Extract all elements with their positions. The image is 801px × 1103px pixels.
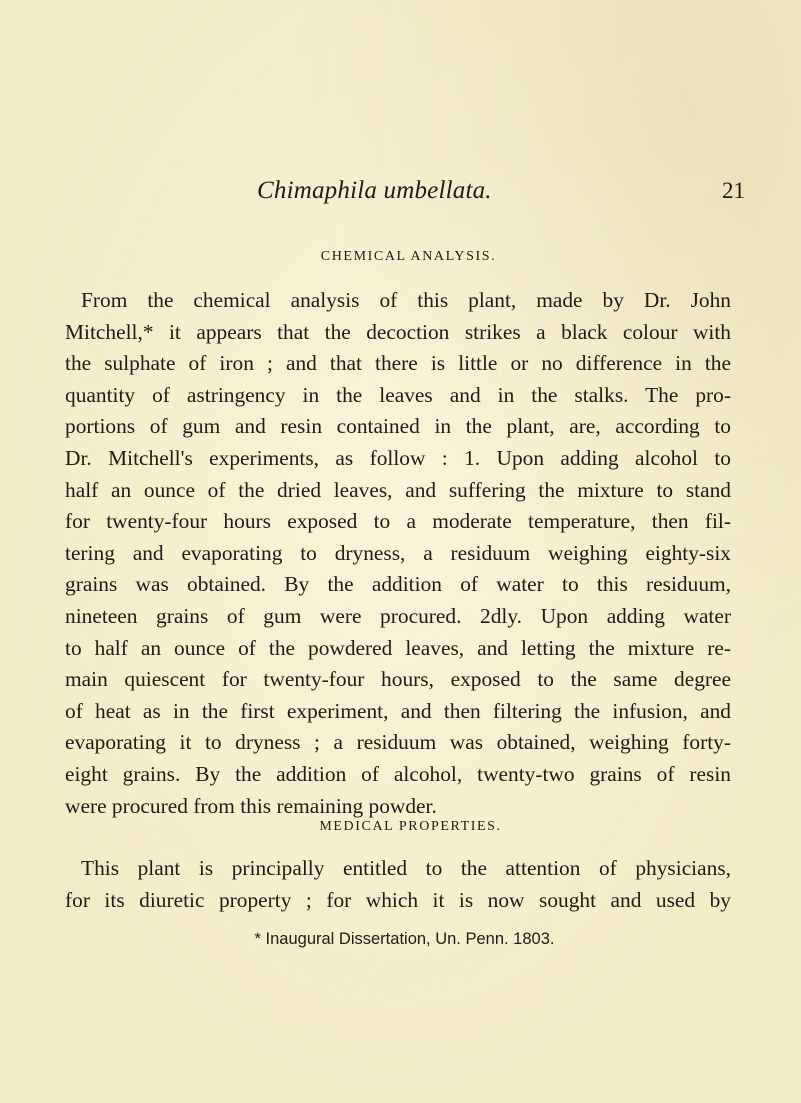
running-head bbox=[0, 176, 801, 206]
medical-properties-paragraph bbox=[65, 853, 731, 916]
text-line: of heat as in the first experiment, and then filtering the infusion, and bbox=[65, 698, 731, 723]
text-line: for twenty-four hours exposed to a moderate temperature, then fil- bbox=[65, 509, 731, 534]
text-line: This plant is principally entitled to the attention of physicians, bbox=[81, 856, 731, 880]
text-line: nineteen grains of gum were procured. 2dly. Upon adding water bbox=[65, 603, 731, 628]
text-line: From the chemical analysis of this plant, made by Dr. John bbox=[81, 288, 731, 312]
text-line: for its diuretic property ; for which it is now sought and used by bbox=[65, 887, 731, 912]
text-line: the sulphate of iron ; and that there is little or no difference in the bbox=[65, 351, 731, 376]
text-line: grains was obtained. By the addition of water to this residuum, bbox=[65, 572, 731, 597]
text-line: evaporating it to dryness ; a residuum was obtained, weighing forty- bbox=[65, 730, 731, 755]
footnote: * Inaugural Dissertation, Un. Penn. 1803. bbox=[254, 930, 555, 948]
text-line: quantity of astringency in the leaves and in the stalks. The pro- bbox=[65, 382, 731, 407]
section-heading-chemical-analysis: CHEMICAL ANALYSIS. bbox=[320, 249, 497, 264]
section-heading-medical-properties: MEDICAL PROPERTIES. bbox=[319, 819, 502, 834]
text-line: Dr. Mitchell's experiments, as follow : 1. Upon adding alcohol to bbox=[65, 445, 731, 470]
text-line: tering and evaporating to dryness, a residuum weighing eighty-six bbox=[65, 540, 731, 565]
text-line: Mitchell,* it appears that the decoction strikes a black colour with bbox=[65, 319, 731, 344]
text-line: were procured from this remaining powder. bbox=[65, 793, 437, 818]
text-line: eight grains. By the addition of alcohol, twenty-two grains of resin bbox=[65, 761, 731, 786]
running-title: Chimaphila umbellata. bbox=[257, 177, 492, 204]
text-line: half an ounce of the dried leaves, and suffering the mixture to stand bbox=[65, 477, 731, 502]
text-line: to half an ounce of the powdered leaves, and letting the mixture re- bbox=[65, 635, 731, 660]
text-line: main quiescent for twenty-four hours, exposed to the same degree bbox=[65, 667, 731, 692]
text-line: portions of gum and resin contained in the plant, are, according to bbox=[65, 414, 731, 439]
chemical-analysis-paragraph bbox=[65, 285, 731, 822]
page-number: 21 bbox=[722, 178, 745, 203]
